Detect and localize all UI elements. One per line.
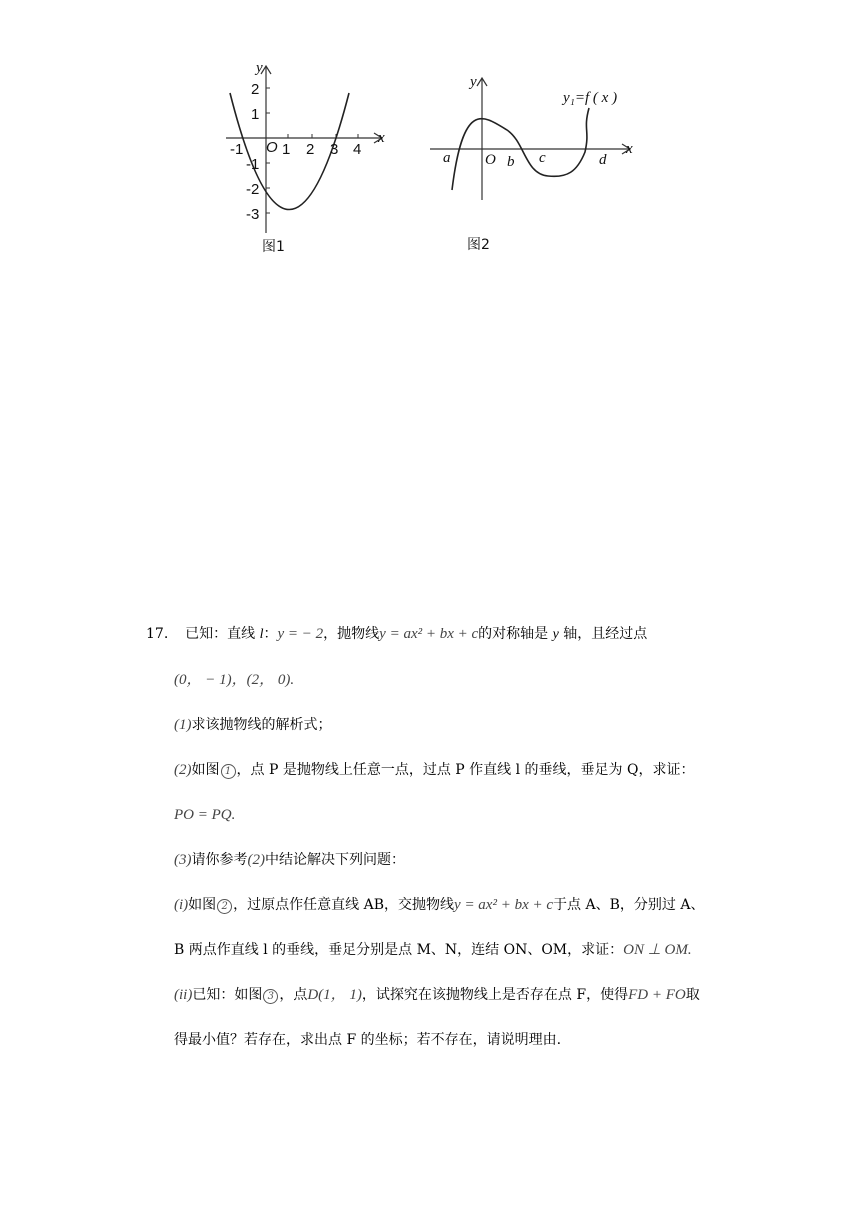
- y-axis-label: y: [470, 74, 477, 90]
- intro-colon: ：: [263, 626, 278, 642]
- intro-text-3: 的对称轴是: [478, 626, 553, 642]
- line-name: l: [259, 627, 264, 642]
- origin-label: O: [485, 152, 496, 168]
- circled-number-2: 2: [217, 899, 232, 914]
- problem-line-1: [146, 624, 647, 645]
- sub-i: [174, 895, 704, 915]
- x-axis-label: x: [378, 130, 385, 146]
- part-3-text-b: 中结论解决下列问题：: [265, 852, 405, 868]
- figure-1-graph: [222, 58, 397, 238]
- x-tick-label: 1: [282, 141, 291, 158]
- sub-ii-line-2-text: 得最小值？若存在，求出点 F 的坐标；若不存在，请说明理由.: [174, 1032, 562, 1048]
- line-equation: y = − 2: [277, 626, 324, 642]
- part-2-conclusion: PO = PQ.: [174, 807, 236, 823]
- x-tick-label: 2: [306, 141, 315, 158]
- given-points: (0， − 1)，(2， 0).: [174, 672, 295, 688]
- figure-1: [222, 58, 397, 238]
- y-tick-label: 2: [251, 81, 260, 98]
- x-tick-label: 3: [330, 141, 339, 158]
- sub-ii-line-2: [174, 1030, 561, 1050]
- sub-ii-text: 已知：如图: [192, 987, 263, 1003]
- sum-expression: FD + FO: [628, 987, 686, 1003]
- y-axis-label: y: [256, 60, 263, 76]
- sub-i-text-b: ，过原点作任意直线 AB，交抛物线: [233, 897, 455, 913]
- figure-2-graph: [425, 70, 640, 205]
- point-b-label: b: [507, 154, 515, 170]
- y-tick-label: 1: [251, 106, 260, 123]
- origin-label: O: [266, 139, 278, 156]
- point-d: D(1， 1): [307, 987, 362, 1003]
- y-tick-label: -1: [246, 156, 260, 173]
- sub-ii-text-d: 取: [685, 987, 700, 1003]
- y-tick-label: -2: [246, 181, 260, 198]
- sub-ii-number: (ii): [174, 987, 193, 1003]
- intro-text-2: ，抛物线: [323, 626, 380, 642]
- sub-i-number: (i): [174, 897, 189, 913]
- part-2-number: (2): [174, 762, 192, 778]
- part-1-text: 求该抛物线的解析式；: [191, 717, 332, 733]
- problem-number: 17.: [146, 626, 169, 642]
- y-tick-label: -3: [246, 206, 260, 223]
- circled-number-3: 3: [263, 989, 278, 1004]
- x-tick-label: 4: [353, 141, 362, 158]
- figure-2: [425, 70, 640, 205]
- problem-line-2: [174, 670, 294, 690]
- intro-text-4: 轴，且经过点: [558, 626, 648, 642]
- y-variable: y: [552, 627, 559, 642]
- sub-i-conclusion: ON ⊥ OM.: [623, 942, 692, 958]
- x-tick-label: -1: [230, 141, 244, 158]
- x-axis-label: x: [626, 141, 633, 157]
- part-2-text: 如图: [191, 762, 220, 778]
- part-1-number: (1): [174, 717, 192, 733]
- sub-i-parabola: y = ax² + bx + c: [454, 897, 554, 913]
- part-3-reference: (2): [247, 852, 265, 868]
- part-2-conclusion-line: [174, 805, 235, 825]
- point-d-label: d: [599, 152, 607, 168]
- part-1: [174, 715, 332, 735]
- sub-ii-text-b: ，点: [279, 987, 308, 1003]
- part-2-text-b: ，点 P 是抛物线上任意一点，过点 P 作直线 l 的垂线，垂足为 Q，求证：: [236, 762, 695, 778]
- part-3-text: 请你参考: [191, 852, 248, 868]
- point-a-label: a: [443, 150, 451, 166]
- parabola-equation: y = ax² + bx + c: [379, 626, 479, 642]
- intro-text: 已知：直线: [185, 626, 260, 642]
- part-2: [174, 760, 694, 780]
- sub-i-line-2: [174, 940, 692, 960]
- figure-1-caption: 图1: [262, 239, 285, 255]
- sub-ii-text-c: ，试探究在该抛物线上是否存在点 F，使得: [361, 987, 629, 1003]
- sub-i-text-c: 于点 A、B，分别过 A、: [553, 897, 705, 913]
- part-3: [174, 850, 405, 870]
- figure-2-caption: 图2: [467, 237, 490, 253]
- circled-number-1: 1: [221, 764, 236, 779]
- sub-i-text: 如图: [188, 897, 217, 913]
- part-3-number: (3): [174, 852, 192, 868]
- sub-ii: [174, 985, 700, 1005]
- sub-i-line-2-text: B 两点作直线 l 的垂线，垂足分别是点 M、N，连结 ON、OM，求证：: [174, 942, 624, 958]
- point-c-label: c: [539, 150, 546, 166]
- function-label: y₁=f ( x ): [563, 90, 618, 106]
